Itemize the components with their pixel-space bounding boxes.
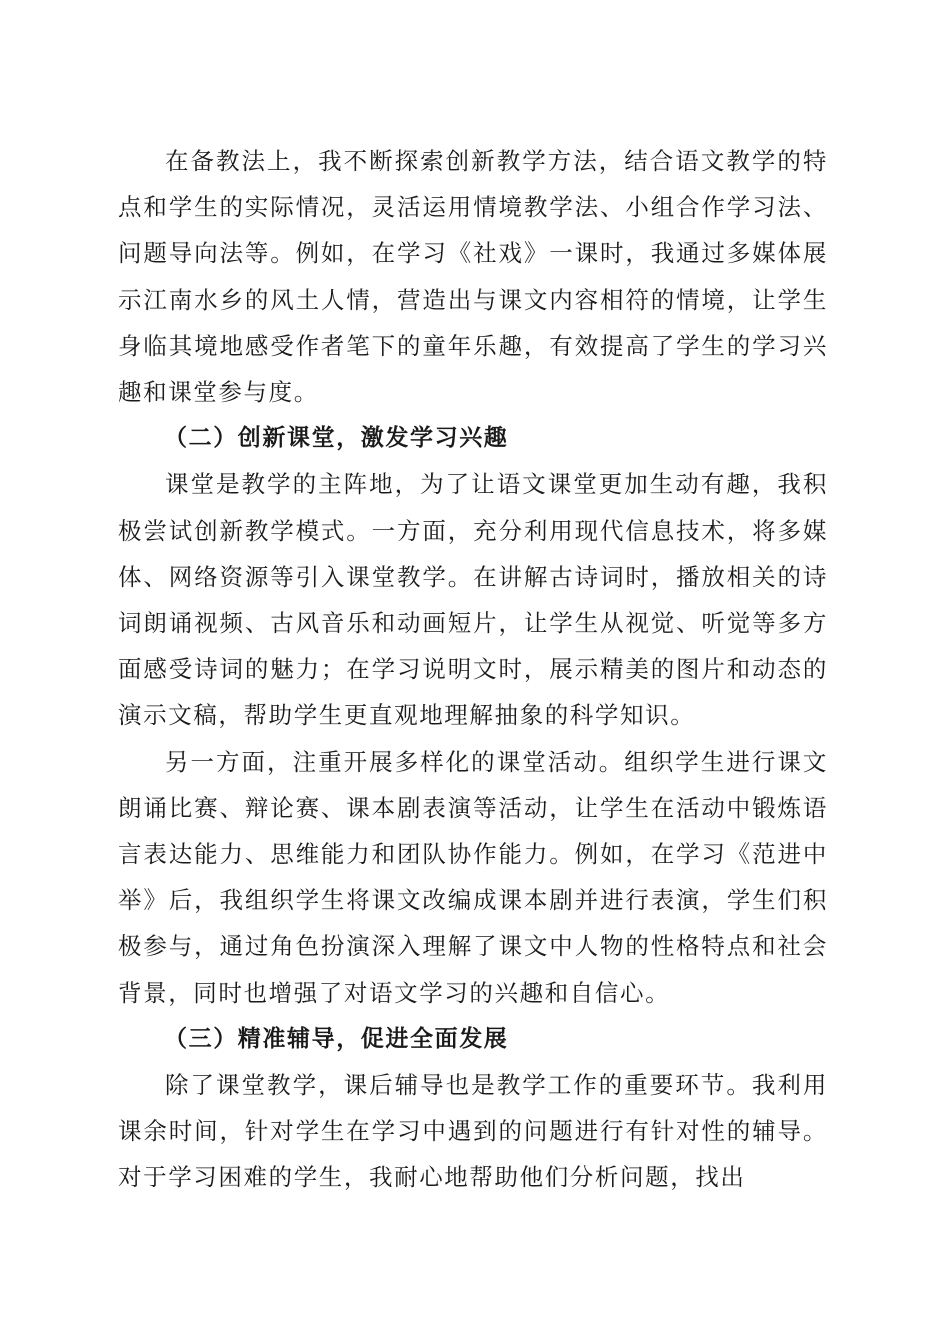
section-heading-innovative-classroom: （二）创新课堂，激发学习兴趣 xyxy=(164,425,509,452)
section-heading-precise-tutoring: （三）精准辅导，促进全面发展 xyxy=(164,1025,509,1052)
paragraph-teaching-methods: 在备教法上，我不断探索创新教学方法，结合语文教学的特点和学生的实际情况，灵活运用情境教学法、小组合作学习法、问题导向法等。例如，在学习《社戏》一课时，我通过多媒体展示江南水乡的风土人情，营造出与课文内容相符的情境，让学生身临其境地感受作者笔下的童年乐趣，有效提高了学生的学习兴趣和课堂参与度。 xyxy=(118,147,828,407)
paragraph-classroom-technology: 课堂是教学的主阵地，为了让语文课堂更加生动有趣，我积极尝试创新教学模式。一方面，充分利用现代信息技术，将多媒体、网络资源等引入课堂教学。在讲解古诗词时，播放相关的诗词朗诵视频、古风音乐和动画短片，让学生从视觉、听觉等多方面感受诗词的魅力；在学习说明文时，展示精美的图片和动态的演示文稿，帮助学生更直观地理解抽象的科学知识。 xyxy=(118,470,828,730)
paragraph-after-class-tutoring: 除了课堂教学，课后辅导也是教学工作的重要环节。我利用课余时间，针对学生在学习中遇到的问题进行有针对性的辅导。对于学习困难的学生，我耐心地帮助他们分析问题，找出 xyxy=(118,1071,828,1192)
paragraph-classroom-activities: 另一方面，注重开展多样化的课堂活动。组织学生进行课文朗诵比赛、辩论赛、课本剧表演等活动，让学生在活动中锻炼语言表达能力、思维能力和团队协作能力。例如，在学习《范进中举》后，我组织学生将课文改编成课本剧并进行表演，学生们积极参与，通过角色扮演深入理解了课文中人物的性格特点和社会背景，同时也增强了对语文学习的兴趣和自信心。 xyxy=(118,747,828,1007)
document-body xyxy=(118,138,828,1201)
